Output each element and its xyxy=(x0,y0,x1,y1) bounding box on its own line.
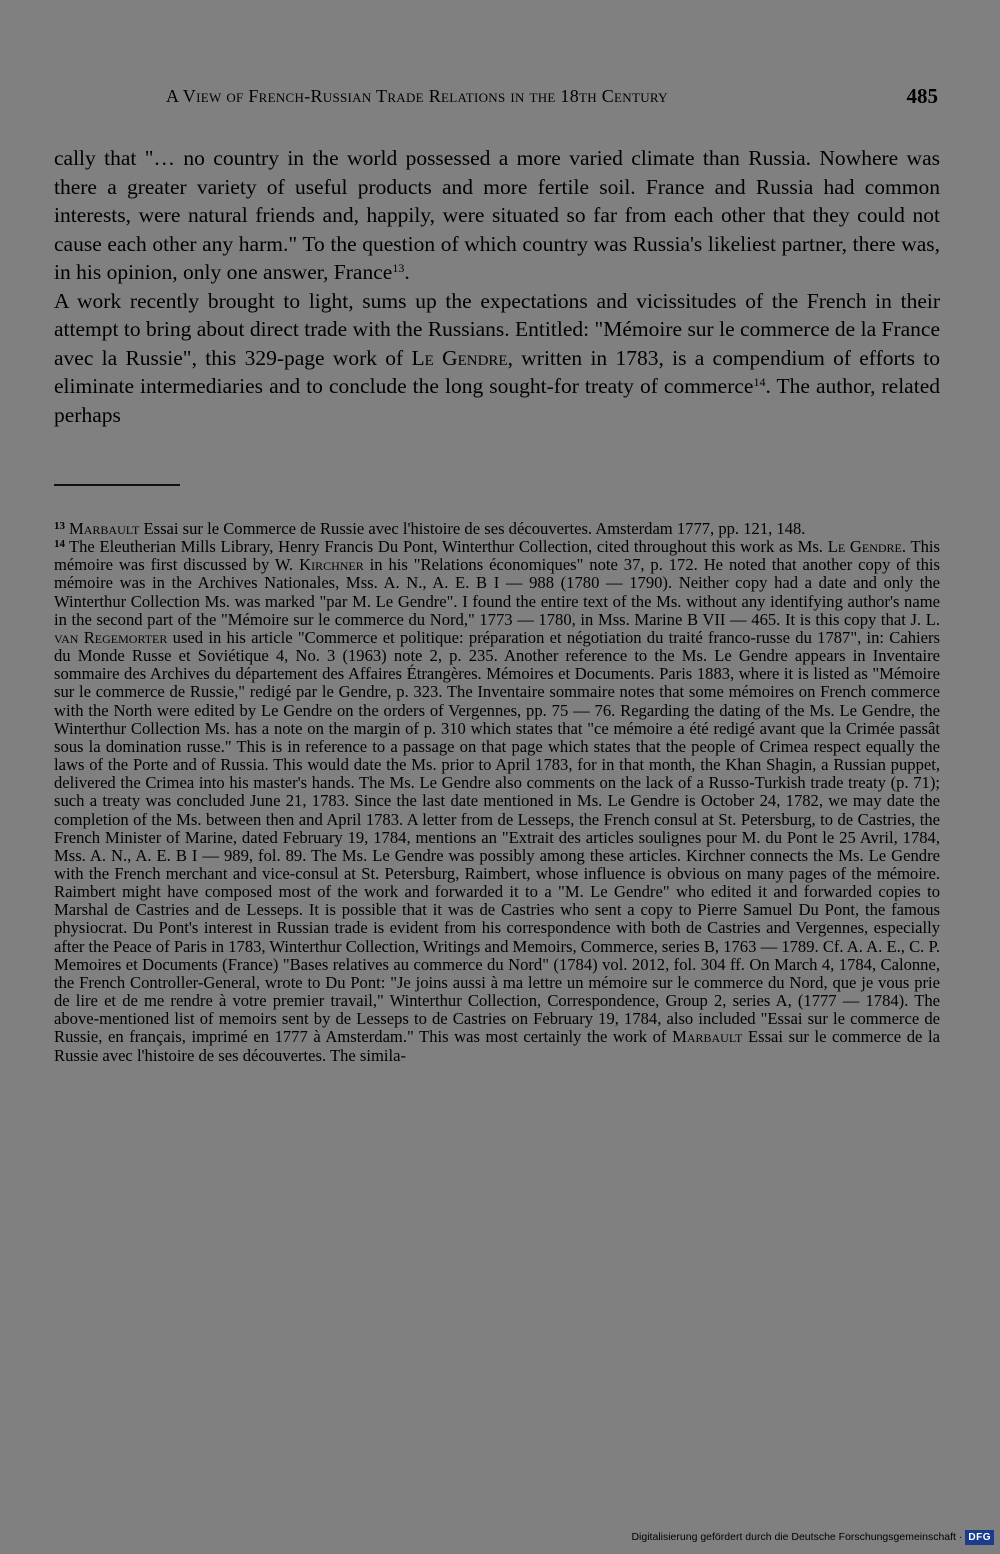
footnote-ref-13[interactable]: 13 xyxy=(392,261,405,275)
paragraph-1-text: cally that "… no country in the world possessed a more varied climate than Russia. Nowhere was there a greater variety of useful products and more fertile soil. France and Russia had common interests, were natural friends and, happily, were situated so far from each other that they could not cause each other any harm." To the question of which country was Russia's likeliest partner, there was, in his opinion, only one answer, France xyxy=(54,146,940,284)
footnote-14-name-marbault: Marbault xyxy=(672,1027,743,1047)
paragraph-1-end: . xyxy=(404,260,410,284)
dfg-logo: DFG xyxy=(965,1530,994,1545)
footnote-14-name-kirchner: Kirchner xyxy=(299,555,364,575)
footnote-13-text: Essai sur le Commerce de Russie avec l'histoire de ses découvertes. Amsterdam 1777, pp. 121, 148. xyxy=(139,519,806,538)
paragraph-2-text-b: , written in 1783, is a compendium of efforts to eliminate intermediaries and to conclude the long sought-for treaty of commerce xyxy=(54,345,940,398)
footnotes-section xyxy=(54,520,940,1065)
footnote-14-text-c: in his "Relations économiques" note 37, p. 172. He noted that another copy of this mémoire was in the Archives Nationales, Mss. A. N., A. E. B I — 988 (1780 — 1790). Neither copy had a date and only the Winterthur Collection Ms. was marked "par M. Le Gendre". I found the entire text of the Ms. without any identifying author's name in the second part of the "Mémoire sur le commerce du Nord," 1773 — 1780, in Mss. Marine B VII — 465. It is this copy that J. L. xyxy=(54,555,940,629)
footnote-13-author: Marbault xyxy=(69,519,140,538)
footnote-ref-14[interactable]: 14 xyxy=(753,375,766,389)
footnote-14-name-van-regemorter: van Regemorter xyxy=(54,627,168,647)
running-header xyxy=(0,84,1000,114)
footnote-divider xyxy=(54,484,180,486)
paragraph-2-text-a: A work recently brought to light, sums up the expectations and vicissitudes of the French in their attempt to bring about direct trade with the Russians. Entitled: "Mémoire sur le commerce de la France avec la Russie", this 329-page work of xyxy=(54,288,940,370)
paragraph-2-text-c: . The author, related perhaps xyxy=(54,374,940,427)
footnote-13-marker: 13 xyxy=(54,520,65,532)
footnote-14-text-d: used in his article "Commerce et politique: préparation et négotiation du traité franco-russe du 1787", in: Cahiers du Monde Russe et Soviétique 4, No. 3 (1963) note 2, p. 235. Another reference to the Ms. Le Gendre appears in Inventaire sommaire des Archives du département des Affaires Étrangères. Mémoires et Documents. Paris 1883, where it is listed as "Mémoire sur le commerce de Russie," redigé par le Gendre, p. 323. The Inventaire sommaire notes that some mémoires on French commerce with the North were edited by Le Gendre on the orders of Vergennes, pp. 75 — 76. Regarding the dating of the Ms. Le Gendre, the Winterthur Collection Ms. has a note on the margin of p. 310 which states that "ce mémoire a été redigé avant que la Crimée passât sous la domination russe." This is in reference to a passage on that page which states that the people of Crimea respect equally the laws of the Porte and of Russia. This would date the Ms. prior to April 1783, for in that month, the Khan Shagin, a Russian puppet, delivered the Crimea into his master's hands. The Ms. Le Gendre also comments on the lack of a Russo-Turkish trade treaty (p. 71); such a treaty was concluded June 21, 1783. Since the last date mentioned in Ms. Le Gendre is October 24, 1782, we may date the completion of the Ms. between then and April 1783. A letter from de Lesseps, the French consul at St. Petersburg, to de Castries, the French Minister of Marine, dated February 19, 1784, mentions an "Extrait des articles soulignes pour M. du Pont le 25 Avril, 1784, Mss. A. N., A. E. B I — 989, fol. 89. The Ms. Le Gendre was possibly among these articles. Kirchner connects the Ms. Le Gendre with the French merchant and vice-consul at St. Petersburg, Raimbert, whose influence is obvious on many pages of the mémoire. Raimbert might have composed most of the work and forwarded it to a "M. Le Gendre" who edited it and forwarded copies to Marshal de Castries and de Lesseps. It is possible that it was de Castries who sent a copy to Pierre Samuel Du Pont, the famous physiocrat. Du Pont's interest in Russian trade is evident from his correspondence with both de Castries and Vergennes, especially after the Peace of Paris in 1783, Winterthur Collection, Writings and Memoirs, Commerce, series B, 1763 — 1789. Cf. A. A. E., C. P. Memoires et Documents (France) "Bases relatives au commerce du Nord" (1784) vol. 2012, fol. 304 ff. On March 4, 1784, Calonne, the French Controller-General, wrote to Du Pont: "Je joins aussi à ma lettre un mémoire sur le commerce du Nord, que je vous prie de lire et de me rendre à votre premier travail," Winterthur Collection, Correspondence, Group 2, series A, (1777 — 1784). The above-mentioned list of memoirs sent by de Lesseps to de Castries on February 19, 1784, also included "Essai sur le commerce de Russie, en français, imprimé en 1777 à Amsterdam." This was most certainly the work of xyxy=(54,627,940,1047)
paragraph-1 xyxy=(54,144,940,287)
footnote-14-name-le-gendre: Le Gendre xyxy=(827,537,902,557)
footnote-14 xyxy=(54,538,940,1065)
funding-note: Digitalisierung gefördert durch die Deutsche Forschungsgemeinschaft · xyxy=(631,1531,963,1543)
digitization-credit xyxy=(631,1526,994,1548)
page-number: 485 xyxy=(906,84,938,108)
author-name-le-gendre: Le Gendre xyxy=(411,345,508,370)
running-title: A View of French-Russian Trade Relations in the 18th Century xyxy=(166,86,668,106)
main-text xyxy=(54,144,940,429)
paragraph-2 xyxy=(54,287,940,430)
footnote-14-text-e: Essai sur le commerce de la Russie avec l'histoire de ses découvertes. The simila- xyxy=(54,1027,940,1065)
footnote-14-marker: 14 xyxy=(54,538,65,551)
footnote-14-text-a: The Eleutherian Mills Library, Henry Francis Du Pont, Winterthur Collection, cited throughout this work as Ms. xyxy=(69,537,823,557)
footnote-14-text-b: . This mémoire was first discussed by W. xyxy=(54,537,940,575)
footnote-13 xyxy=(54,520,940,538)
